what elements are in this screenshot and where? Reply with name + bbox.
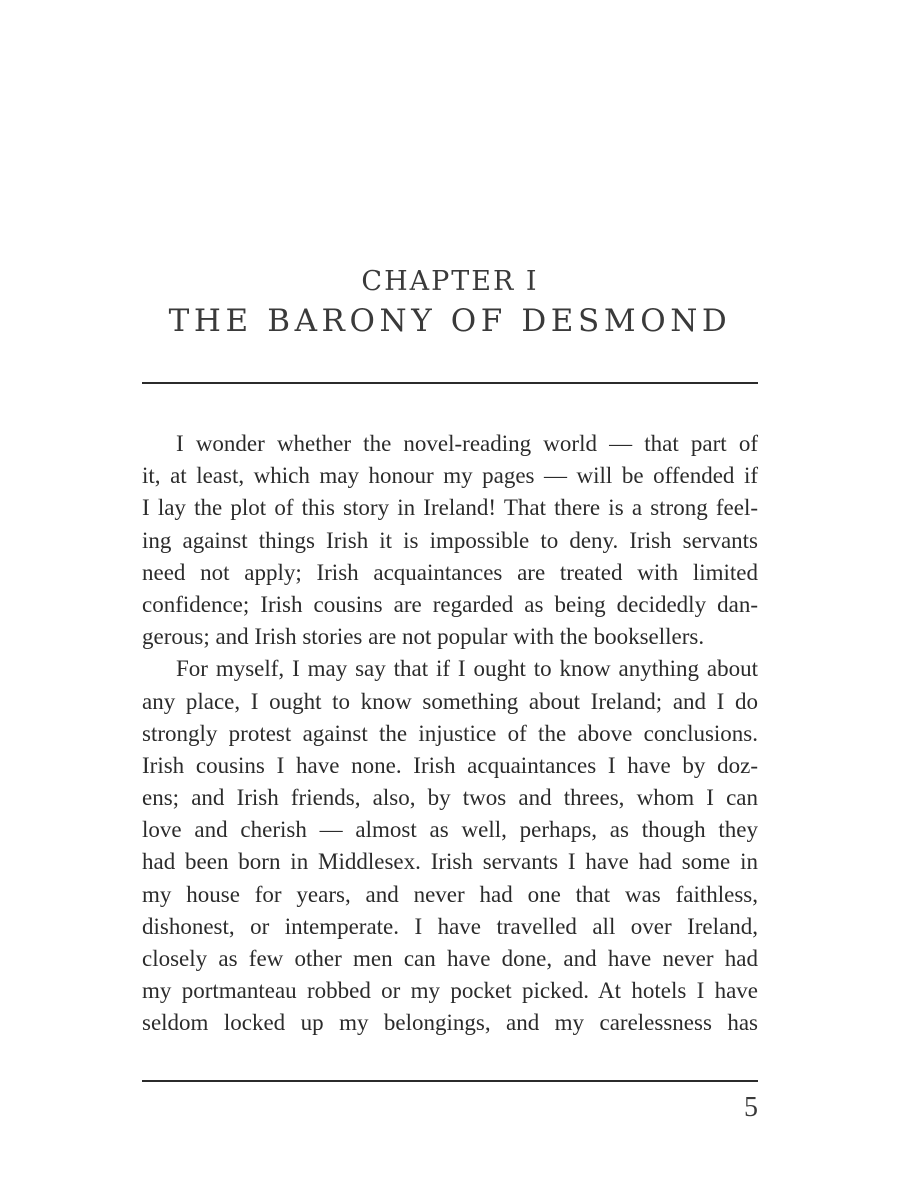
text-line: strongly protest against the injustice of the above conclusions. [142, 720, 758, 746]
text-line: dishonest, or intemperate. I have travelled all over Ireland, [142, 913, 758, 939]
text-line: love and cherish — almost as well, perhaps, as though they [142, 817, 758, 843]
text-line: ens; and Irish friends, also, by twos and threes, whom I can [142, 785, 758, 811]
top-divider [142, 382, 758, 384]
text-line: had been born in Middlesex. Irish servants I have had some in [142, 849, 758, 875]
chapter-header [142, 264, 758, 342]
text-line: I lay the plot of this story in Ireland! That there is a strong feel- [142, 495, 758, 521]
text-line: seldom locked up my belongings, and my carelessness has [142, 1010, 758, 1036]
chapter-number: CHAPTER I [361, 266, 539, 297]
text-line: my house for years, and never had one that was faithless, [142, 881, 758, 907]
text-line: need not apply; Irish acquaintances are treated with limited [142, 559, 758, 585]
text-line: my portmanteau robbed or my pocket picked. At hotels I have [142, 978, 758, 1004]
text-line: closely as few other men can have done, and have never had [142, 946, 758, 971]
text-line: Irish cousins I have none. Irish acquaintances I have by doz- [142, 752, 758, 778]
chapter-title: THE BARONY OF DESMOND [168, 303, 732, 339]
text-line: I wonder whether the novel-reading world — that part of [176, 431, 758, 456]
body-text [142, 428, 758, 1040]
text-line: ing against things Irish it is impossible to deny. Irish servants [142, 527, 758, 553]
text-line: For myself, I may say that if I ought to know anything about [176, 656, 758, 682]
text-line: it, at least, which may honour my pages — will be offended if [142, 463, 758, 489]
text-line: confidence; Irish cousins are regarded as being decidedly dan- [142, 591, 758, 617]
page-number: 5 [744, 1092, 758, 1123]
bottom-divider [142, 1080, 758, 1082]
text-line: any place, I ought to know something about Ireland; and I do [142, 688, 758, 714]
text-line: gerous; and Irish stories are not popular with the booksellers. [142, 624, 705, 650]
